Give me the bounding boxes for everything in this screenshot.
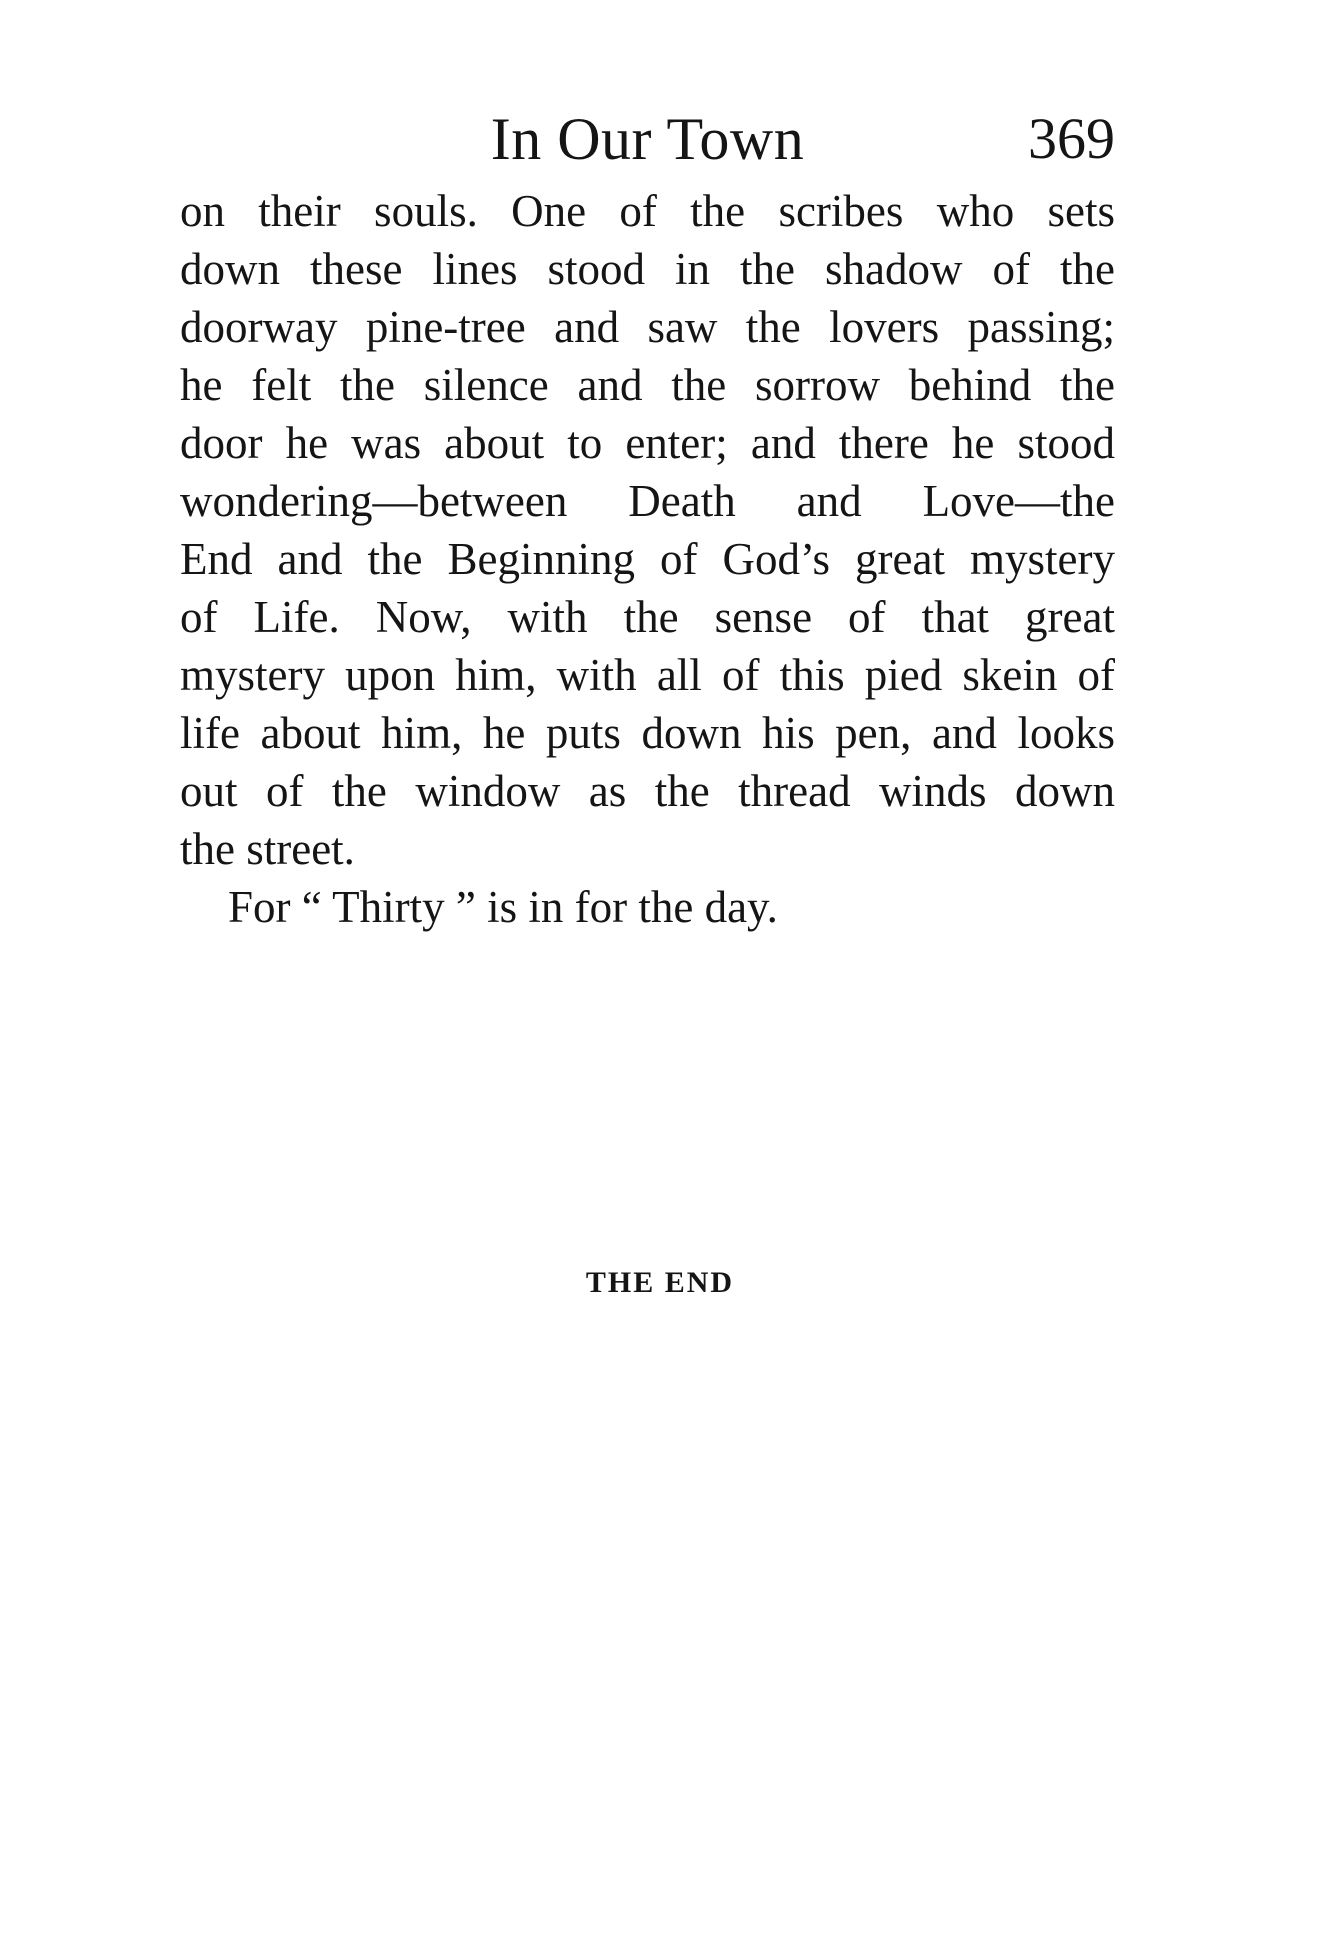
text-line: doorway pine-tree and saw the lovers passing;	[180, 302, 1115, 352]
running-title: In Our Town	[490, 106, 805, 172]
text-line: End and the Beginning of God’s great mystery	[180, 534, 1115, 584]
running-head	[180, 104, 1115, 174]
text-line: he felt the silence and the sorrow behind the	[180, 360, 1115, 410]
text-line: down these lines stood in the shadow of the	[180, 244, 1115, 294]
page-number: 369	[1028, 106, 1115, 171]
text-line: out of the window as the thread winds down	[180, 766, 1115, 816]
text-line: on their souls. One of the scribes who sets	[180, 186, 1115, 236]
text-line: the street.	[180, 824, 355, 874]
body-text	[180, 182, 1115, 936]
text-line: door he was about to enter; and there he stood	[180, 418, 1115, 468]
text-line: life about him, he puts down his pen, and looks	[180, 708, 1115, 758]
text-line: wondering—between Death and Love—the	[180, 476, 1115, 526]
text-line: of Life. Now, with the sense of that great	[180, 592, 1115, 642]
text-line: mystery upon him, with all of this pied skein of	[180, 650, 1115, 700]
closing-line: For “ Thirty ” is in for the day.	[228, 882, 778, 932]
the-end-label: THE END	[585, 1266, 735, 1299]
